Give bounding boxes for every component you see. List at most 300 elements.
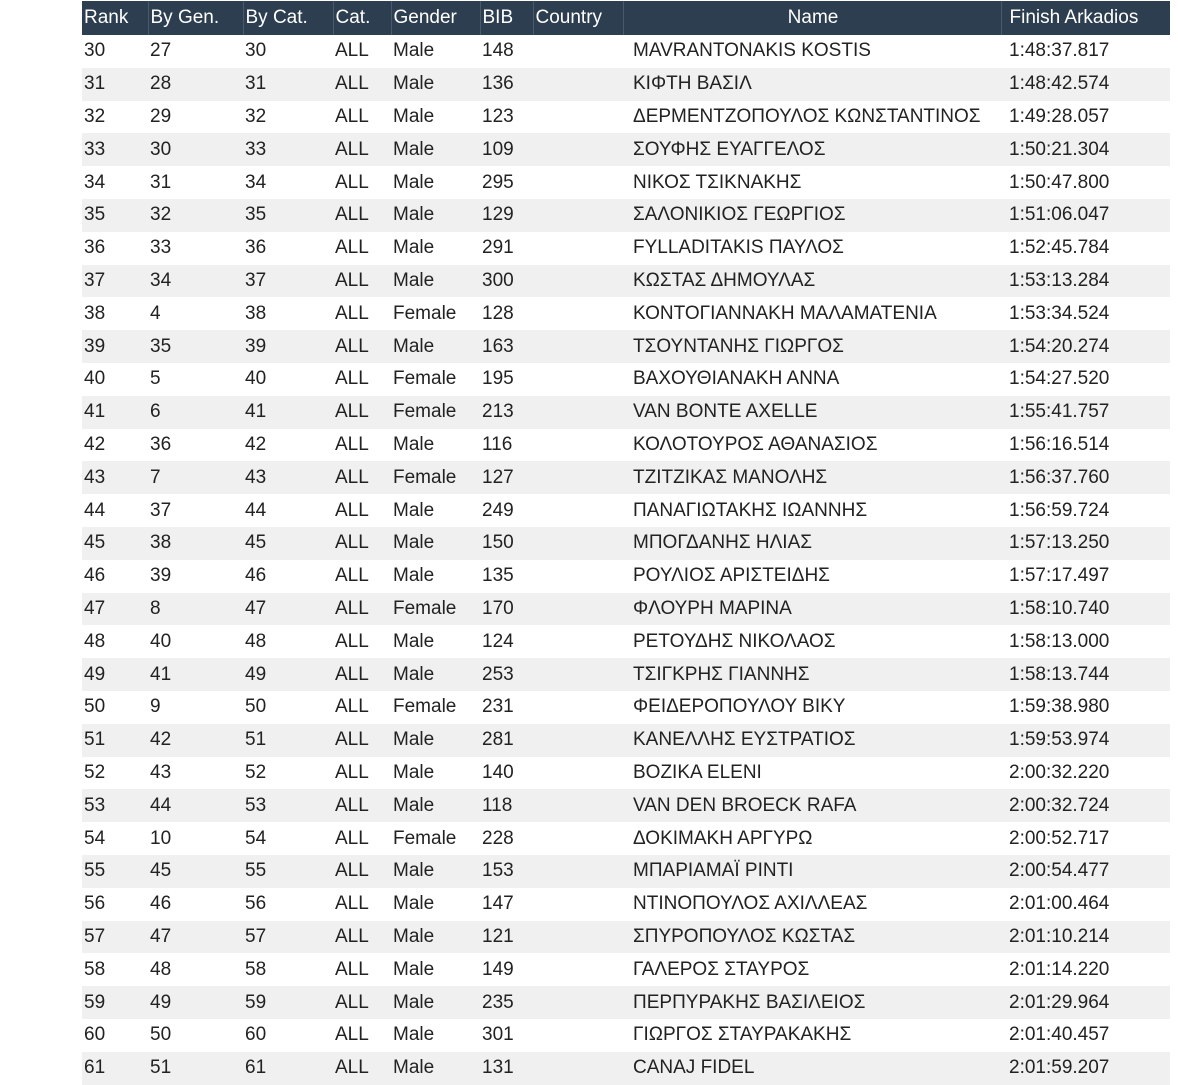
cell-rank: 52 (82, 757, 148, 790)
table-row[interactable] (82, 232, 1170, 265)
cell-gender: Male (391, 232, 480, 265)
cell-bib: 295 (480, 166, 533, 199)
cell-country (533, 855, 623, 888)
cell-country (533, 822, 623, 855)
table-row[interactable] (82, 461, 1170, 494)
cell-bib: 131 (480, 1052, 533, 1085)
cell-bib: 231 (480, 691, 533, 724)
cell-name: ΣΠΥΡΟΠΟΥΛΟΣ ΚΩΣΤΑΣ (623, 921, 1001, 954)
header-cat[interactable]: Cat. (333, 1, 391, 35)
cell-finish-time: 1:48:42.574 (1001, 68, 1170, 101)
cell-by-gen: 7 (148, 461, 243, 494)
cell-cat: ALL (333, 265, 391, 298)
cell-cat: ALL (333, 691, 391, 724)
cell-cat: ALL (333, 330, 391, 363)
table-row[interactable] (82, 330, 1170, 363)
cell-country (533, 625, 623, 658)
cell-finish-time: 1:57:13.250 (1001, 527, 1170, 560)
cell-gender: Female (391, 297, 480, 330)
header-rank[interactable]: Rank (82, 1, 148, 35)
table-row[interactable] (82, 855, 1170, 888)
cell-name: ΝΤΙΝΟΠΟΥΛΟΣ ΑΧΙΛΛΕΑΣ (623, 888, 1001, 921)
cell-rank: 35 (82, 199, 148, 232)
cell-by-gen: 6 (148, 396, 243, 429)
cell-rank: 48 (82, 625, 148, 658)
cell-country (533, 166, 623, 199)
cell-finish-time: 1:53:13.284 (1001, 265, 1170, 298)
cell-rank: 37 (82, 265, 148, 298)
cell-by-cat: 47 (243, 593, 333, 626)
cell-by-cat: 44 (243, 494, 333, 527)
cell-cat: ALL (333, 953, 391, 986)
table-row[interactable] (82, 691, 1170, 724)
cell-by-gen: 10 (148, 822, 243, 855)
cell-cat: ALL (333, 429, 391, 462)
table-row[interactable] (82, 363, 1170, 396)
cell-country (533, 921, 623, 954)
cell-finish-time: 1:50:47.800 (1001, 166, 1170, 199)
table-row[interactable] (82, 35, 1170, 68)
cell-rank: 51 (82, 724, 148, 757)
cell-rank: 49 (82, 658, 148, 691)
cell-name: MAVRANTONAKIS KOSTIS (623, 35, 1001, 68)
cell-country (533, 363, 623, 396)
cell-finish-time: 1:56:59.724 (1001, 494, 1170, 527)
cell-cat: ALL (333, 658, 391, 691)
cell-by-gen: 42 (148, 724, 243, 757)
cell-by-gen: 43 (148, 757, 243, 790)
cell-bib: 291 (480, 232, 533, 265)
cell-by-cat: 49 (243, 658, 333, 691)
cell-name: ΓΙΩΡΓΟΣ ΣΤΑΥΡΑΚΑΚΗΣ (623, 1019, 1001, 1052)
cell-by-gen: 50 (148, 1019, 243, 1052)
cell-bib: 147 (480, 888, 533, 921)
cell-country (533, 330, 623, 363)
table-row[interactable] (82, 494, 1170, 527)
cell-by-gen: 38 (148, 527, 243, 560)
cell-by-cat: 55 (243, 855, 333, 888)
cell-country (533, 757, 623, 790)
cell-name: VAN DEN BROECK RAFA (623, 789, 1001, 822)
cell-country (533, 560, 623, 593)
results-table (82, 1, 1170, 1085)
cell-finish-time: 1:59:38.980 (1001, 691, 1170, 724)
cell-finish-time: 2:00:52.717 (1001, 822, 1170, 855)
header-gender[interactable]: Gender (391, 1, 480, 35)
table-body (82, 35, 1170, 1085)
cell-rank: 44 (82, 494, 148, 527)
cell-by-cat: 59 (243, 986, 333, 1019)
cell-by-cat: 43 (243, 461, 333, 494)
cell-cat: ALL (333, 757, 391, 790)
cell-by-gen: 27 (148, 35, 243, 68)
cell-by-gen: 46 (148, 888, 243, 921)
cell-cat: ALL (333, 822, 391, 855)
cell-country (533, 691, 623, 724)
cell-cat: ALL (333, 363, 391, 396)
cell-finish-time: 1:48:37.817 (1001, 35, 1170, 68)
header-name[interactable]: Name (623, 1, 1001, 35)
cell-by-gen: 47 (148, 921, 243, 954)
cell-rank: 40 (82, 363, 148, 396)
cell-finish-time: 1:55:41.757 (1001, 396, 1170, 429)
cell-by-cat: 53 (243, 789, 333, 822)
cell-rank: 58 (82, 953, 148, 986)
cell-rank: 57 (82, 921, 148, 954)
cell-by-gen: 8 (148, 593, 243, 626)
cell-rank: 41 (82, 396, 148, 429)
cell-cat: ALL (333, 1052, 391, 1085)
cell-rank: 34 (82, 166, 148, 199)
cell-rank: 61 (82, 1052, 148, 1085)
cell-by-gen: 30 (148, 133, 243, 166)
cell-cat: ALL (333, 789, 391, 822)
cell-country (533, 199, 623, 232)
cell-gender: Male (391, 199, 480, 232)
cell-gender: Male (391, 35, 480, 68)
cell-finish-time: 2:01:14.220 (1001, 953, 1170, 986)
cell-by-cat: 30 (243, 35, 333, 68)
cell-country (533, 789, 623, 822)
cell-country (533, 232, 623, 265)
cell-gender: Male (391, 1052, 480, 1085)
cell-name: ΚΙΦΤΗ ΒΑΣΙΛ (623, 68, 1001, 101)
cell-by-cat: 37 (243, 265, 333, 298)
cell-rank: 32 (82, 101, 148, 134)
cell-country (533, 35, 623, 68)
table-row[interactable] (82, 625, 1170, 658)
cell-bib: 249 (480, 494, 533, 527)
cell-name: ΡΕΤΟΥΔΗΣ ΝΙΚΟΛΑΟΣ (623, 625, 1001, 658)
cell-finish-time: 1:50:21.304 (1001, 133, 1170, 166)
cell-bib: 170 (480, 593, 533, 626)
cell-finish-time: 1:54:20.274 (1001, 330, 1170, 363)
cell-finish-time: 2:00:32.724 (1001, 789, 1170, 822)
cell-bib: 213 (480, 396, 533, 429)
cell-gender: Male (391, 560, 480, 593)
cell-by-gen: 34 (148, 265, 243, 298)
cell-name: ΝΙΚΟΣ ΤΣΙΚΝΑΚΗΣ (623, 166, 1001, 199)
cell-name: ΠΑΝΑΓΙΩΤΑΚΗΣ ΙΩΑΝΝΗΣ (623, 494, 1001, 527)
cell-by-cat: 57 (243, 921, 333, 954)
cell-by-gen: 45 (148, 855, 243, 888)
cell-bib: 129 (480, 199, 533, 232)
cell-by-gen: 49 (148, 986, 243, 1019)
cell-gender: Male (391, 921, 480, 954)
header-row (82, 1, 1170, 35)
cell-country (533, 724, 623, 757)
cell-by-gen: 51 (148, 1052, 243, 1085)
cell-gender: Male (391, 1019, 480, 1052)
cell-by-cat: 61 (243, 1052, 333, 1085)
cell-by-cat: 36 (243, 232, 333, 265)
cell-name: ΣΟΥΦΗΣ ΕΥΑΓΓΕΛΟΣ (623, 133, 1001, 166)
cell-name: BOZIKA ELENI (623, 757, 1001, 790)
table-row[interactable] (82, 68, 1170, 101)
cell-rank: 36 (82, 232, 148, 265)
cell-gender: Male (391, 494, 480, 527)
cell-country (533, 527, 623, 560)
cell-finish-time: 1:58:13.744 (1001, 658, 1170, 691)
cell-finish-time: 2:01:59.207 (1001, 1052, 1170, 1085)
header-finish[interactable]: Finish Arkadios (1001, 1, 1170, 35)
cell-finish-time: 1:59:53.974 (1001, 724, 1170, 757)
cell-bib: 136 (480, 68, 533, 101)
cell-gender: Female (391, 461, 480, 494)
cell-finish-time: 1:53:34.524 (1001, 297, 1170, 330)
header-by-cat[interactable]: By Cat. (243, 1, 333, 35)
cell-by-cat: 38 (243, 297, 333, 330)
cell-cat: ALL (333, 724, 391, 757)
table-row[interactable] (82, 1019, 1170, 1052)
cell-country (533, 68, 623, 101)
cell-finish-time: 2:01:10.214 (1001, 921, 1170, 954)
cell-finish-time: 2:00:32.220 (1001, 757, 1170, 790)
cell-name: ΚΑΝΕΛΛΗΣ ΕΥΣΤΡΑΤΙΟΣ (623, 724, 1001, 757)
cell-cat: ALL (333, 133, 391, 166)
cell-country (533, 593, 623, 626)
cell-cat: ALL (333, 232, 391, 265)
cell-by-gen: 33 (148, 232, 243, 265)
cell-bib: 123 (480, 101, 533, 134)
table-row[interactable] (82, 101, 1170, 134)
cell-rank: 50 (82, 691, 148, 724)
cell-name: ΠΕΡΠΥΡΑΚΗΣ ΒΑΣΙΛΕΙΟΣ (623, 986, 1001, 1019)
cell-rank: 54 (82, 822, 148, 855)
table-row[interactable] (82, 396, 1170, 429)
cell-country (533, 297, 623, 330)
cell-bib: 235 (480, 986, 533, 1019)
cell-name: ΦΛΟΥΡΗ ΜΑΡΙΝΑ (623, 593, 1001, 626)
table-row[interactable] (82, 822, 1170, 855)
cell-cat: ALL (333, 461, 391, 494)
cell-by-cat: 48 (243, 625, 333, 658)
cell-finish-time: 1:58:13.000 (1001, 625, 1170, 658)
cell-cat: ALL (333, 494, 391, 527)
cell-name: ΒΑΧΟΥΘΙΑΝΑΚΗ ΑΝΝΑ (623, 363, 1001, 396)
cell-rank: 39 (82, 330, 148, 363)
cell-by-cat: 35 (243, 199, 333, 232)
cell-by-gen: 5 (148, 363, 243, 396)
cell-name: ΣΑΛΟΝΙΚΙΟΣ ΓΕΩΡΓΙΟΣ (623, 199, 1001, 232)
cell-finish-time: 1:58:10.740 (1001, 593, 1170, 626)
cell-gender: Male (391, 101, 480, 134)
cell-country (533, 461, 623, 494)
cell-by-gen: 48 (148, 953, 243, 986)
cell-cat: ALL (333, 855, 391, 888)
cell-bib: 163 (480, 330, 533, 363)
table-row[interactable] (82, 724, 1170, 757)
cell-bib: 118 (480, 789, 533, 822)
table-row[interactable] (82, 953, 1170, 986)
table-row[interactable] (82, 560, 1170, 593)
cell-by-gen: 37 (148, 494, 243, 527)
cell-by-cat: 45 (243, 527, 333, 560)
cell-by-cat: 32 (243, 101, 333, 134)
header-country[interactable]: Country (533, 1, 623, 35)
cell-bib: 150 (480, 527, 533, 560)
cell-by-cat: 58 (243, 953, 333, 986)
cell-name: ΔΟΚΙΜΑΚΗ ΑΡΓΥΡΩ (623, 822, 1001, 855)
cell-name: CANAJ FIDEL (623, 1052, 1001, 1085)
cell-cat: ALL (333, 986, 391, 1019)
cell-bib: 140 (480, 757, 533, 790)
cell-finish-time: 1:49:28.057 (1001, 101, 1170, 134)
cell-bib: 300 (480, 265, 533, 298)
table-row[interactable] (82, 429, 1170, 462)
cell-by-cat: 52 (243, 757, 333, 790)
cell-rank: 60 (82, 1019, 148, 1052)
cell-by-cat: 51 (243, 724, 333, 757)
cell-rank: 38 (82, 297, 148, 330)
cell-gender: Male (391, 625, 480, 658)
cell-gender: Female (391, 822, 480, 855)
cell-cat: ALL (333, 396, 391, 429)
table-row[interactable] (82, 593, 1170, 626)
cell-by-gen: 9 (148, 691, 243, 724)
table-row[interactable] (82, 757, 1170, 790)
cell-gender: Male (391, 953, 480, 986)
cell-name: ΤΣΟΥΝΤΑΝΗΣ ΓΙΩΡΓΟΣ (623, 330, 1001, 363)
cell-name: ΚΟΛΟΤΟΥΡΟΣ ΑΘΑΝΑΣΙΟΣ (623, 429, 1001, 462)
cell-gender: Male (391, 658, 480, 691)
cell-country (533, 101, 623, 134)
cell-cat: ALL (333, 921, 391, 954)
cell-by-cat: 40 (243, 363, 333, 396)
cell-rank: 42 (82, 429, 148, 462)
cell-name: ΦΕΙΔΕΡΟΠΟΥΛΟΥ ΒΙΚΥ (623, 691, 1001, 724)
cell-cat: ALL (333, 166, 391, 199)
table-row[interactable] (82, 297, 1170, 330)
cell-bib: 109 (480, 133, 533, 166)
cell-finish-time: 2:01:29.964 (1001, 986, 1170, 1019)
cell-name: ΤΖΙΤΖΙΚΑΣ ΜΑΝΟΛΗΣ (623, 461, 1001, 494)
cell-by-cat: 39 (243, 330, 333, 363)
cell-country (533, 658, 623, 691)
table-row[interactable] (82, 527, 1170, 560)
cell-by-cat: 50 (243, 691, 333, 724)
cell-by-gen: 41 (148, 658, 243, 691)
cell-by-cat: 31 (243, 68, 333, 101)
cell-by-cat: 34 (243, 166, 333, 199)
cell-by-gen: 31 (148, 166, 243, 199)
cell-country (533, 396, 623, 429)
cell-country (533, 1019, 623, 1052)
cell-bib: 301 (480, 1019, 533, 1052)
cell-rank: 30 (82, 35, 148, 68)
cell-gender: Male (391, 855, 480, 888)
cell-bib: 153 (480, 855, 533, 888)
cell-rank: 56 (82, 888, 148, 921)
table-row[interactable] (82, 921, 1170, 954)
cell-gender: Male (391, 724, 480, 757)
cell-by-cat: 56 (243, 888, 333, 921)
cell-name: ΚΩΣΤΑΣ ΔΗΜΟΥΛΑΣ (623, 265, 1001, 298)
cell-bib: 195 (480, 363, 533, 396)
cell-by-gen: 44 (148, 789, 243, 822)
cell-gender: Male (391, 527, 480, 560)
cell-finish-time: 1:52:45.784 (1001, 232, 1170, 265)
cell-country (533, 494, 623, 527)
cell-rank: 46 (82, 560, 148, 593)
cell-cat: ALL (333, 35, 391, 68)
cell-by-gen: 32 (148, 199, 243, 232)
cell-gender: Male (391, 986, 480, 1019)
cell-bib: 124 (480, 625, 533, 658)
cell-gender: Female (391, 691, 480, 724)
table-row[interactable] (82, 789, 1170, 822)
cell-name: ΜΠΟΓΔΑΝΗΣ ΗΛΙΑΣ (623, 527, 1001, 560)
table-row[interactable] (82, 166, 1170, 199)
cell-bib: 121 (480, 921, 533, 954)
cell-by-gen: 40 (148, 625, 243, 658)
table-row[interactable] (82, 888, 1170, 921)
cell-country (533, 429, 623, 462)
cell-country (533, 953, 623, 986)
cell-by-gen: 4 (148, 297, 243, 330)
cell-by-gen: 36 (148, 429, 243, 462)
cell-finish-time: 1:57:17.497 (1001, 560, 1170, 593)
table-row[interactable] (82, 265, 1170, 298)
cell-rank: 43 (82, 461, 148, 494)
cell-name: FYLLADITAKIS ΠΑΥΛΟΣ (623, 232, 1001, 265)
cell-name: VAN BONTE AXELLE (623, 396, 1001, 429)
cell-rank: 31 (82, 68, 148, 101)
cell-finish-time: 2:01:00.464 (1001, 888, 1170, 921)
cell-rank: 59 (82, 986, 148, 1019)
cell-gender: Female (391, 363, 480, 396)
cell-country (533, 265, 623, 298)
cell-by-cat: 41 (243, 396, 333, 429)
cell-by-gen: 35 (148, 330, 243, 363)
table-header (82, 1, 1170, 35)
cell-rank: 53 (82, 789, 148, 822)
table-row[interactable] (82, 199, 1170, 232)
cell-by-gen: 39 (148, 560, 243, 593)
cell-bib: 128 (480, 297, 533, 330)
cell-cat: ALL (333, 199, 391, 232)
cell-name: ΔΕΡΜΕΝΤΖΟΠΟΥΛΟΣ ΚΩΝΣΤΑΝΤΙΝΟΣ (623, 101, 1001, 134)
cell-rank: 47 (82, 593, 148, 626)
table-row[interactable] (82, 133, 1170, 166)
cell-rank: 55 (82, 855, 148, 888)
cell-name: ΜΠΑΡΙΑΜΑΪ ΡΙΝΤΙ (623, 855, 1001, 888)
cell-name: ΡΟΥΛΙΟΣ ΑΡΙΣΤΕΙΔΗΣ (623, 560, 1001, 593)
cell-gender: Female (391, 593, 480, 626)
table-row[interactable] (82, 658, 1170, 691)
cell-cat: ALL (333, 1019, 391, 1052)
cell-rank: 45 (82, 527, 148, 560)
cell-finish-time: 1:56:37.760 (1001, 461, 1170, 494)
cell-country (533, 888, 623, 921)
header-by-gen[interactable]: By Gen. (148, 1, 243, 35)
cell-cat: ALL (333, 888, 391, 921)
cell-cat: ALL (333, 527, 391, 560)
cell-bib: 148 (480, 35, 533, 68)
cell-bib: 127 (480, 461, 533, 494)
header-bib[interactable]: BIB (480, 1, 533, 35)
cell-country (533, 133, 623, 166)
cell-by-cat: 46 (243, 560, 333, 593)
cell-cat: ALL (333, 68, 391, 101)
cell-cat: ALL (333, 560, 391, 593)
cell-name: ΤΣΙΓΚΡΗΣ ΓΙΑΝΝΗΣ (623, 658, 1001, 691)
cell-gender: Male (391, 265, 480, 298)
cell-gender: Male (391, 133, 480, 166)
cell-gender: Male (391, 166, 480, 199)
cell-bib: 135 (480, 560, 533, 593)
table-row[interactable] (82, 986, 1170, 1019)
